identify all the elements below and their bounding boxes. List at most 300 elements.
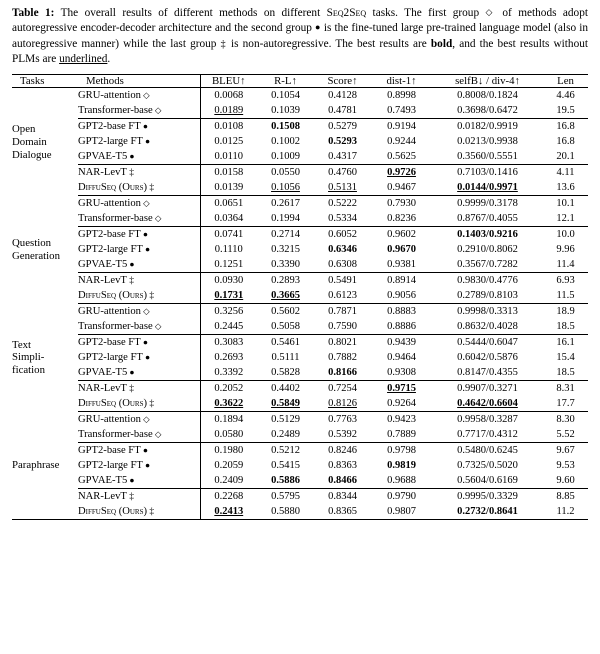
method-name: DiffuSeq (Ours) xyxy=(78,506,148,518)
cell-len: 18.5 xyxy=(543,365,588,381)
method-marker-icon: ● xyxy=(140,445,148,456)
method-marker-icon: ● xyxy=(127,259,135,270)
cell-bleu: 0.2445 xyxy=(200,319,257,335)
cell-score: 0.5222 xyxy=(328,198,357,210)
cell-rl: 0.1009 xyxy=(257,149,314,165)
cell-selfb: 0.5480/0.6245 xyxy=(457,445,518,457)
cell-len: 12.1 xyxy=(543,211,588,227)
cell-dist: 0.9308 xyxy=(371,365,432,381)
table-row xyxy=(12,103,588,119)
cell-bleu: 0.0930 xyxy=(200,273,257,289)
cell-len: 6.93 xyxy=(556,275,575,287)
table-row xyxy=(12,427,588,443)
method-name: GPT2-base FT xyxy=(78,229,141,241)
cell-bleu: 0.0108 xyxy=(200,119,257,135)
cell-bleu: 0.2693 xyxy=(200,350,257,365)
cell-score: 0.8466 xyxy=(314,473,371,489)
col-header-len: Len xyxy=(543,75,588,88)
cell-rl: 0.1002 xyxy=(271,136,300,148)
method-label xyxy=(78,134,200,149)
cell-len: 9.53 xyxy=(556,460,575,472)
cell-dist: 0.8998 xyxy=(387,90,416,102)
cell-dist: 0.9264 xyxy=(371,396,432,412)
cell-score: 0.4317 xyxy=(314,149,371,165)
cell-score: 0.8344 xyxy=(328,491,357,503)
cell-selfb: 0.8632/0.4028 xyxy=(432,319,543,335)
caption-text: The overall results of different methods on different Seq2Seq tasks. The first group ◇ of methods adopt autoregressive encoder-decoder architecture and the second group ● is the fine-tuned large pre-trained language model (also in autoregressive manner) while the last group ‡ is non-autoregressive. The best results are bold, and the best results without PLMs are underlined. xyxy=(12,7,589,66)
table-caption xyxy=(12,6,588,67)
cell-selfb: 0.4642/0.6604 xyxy=(432,396,543,412)
cell-bleu: 0.0189 xyxy=(200,103,257,119)
cell-selfb: 0.3560/0.5551 xyxy=(432,149,543,165)
cell-selfb: 0.9998/0.3313 xyxy=(457,306,518,318)
cell-rl: 0.0550 xyxy=(271,167,300,179)
task-label-line: Simpli- xyxy=(12,351,45,364)
table-row xyxy=(12,396,588,412)
cell-rl: 0.5602 xyxy=(271,306,300,318)
cell-bleu: 0.0741 xyxy=(200,227,257,243)
method-marker-icon: ‡ xyxy=(147,183,155,194)
method-label xyxy=(78,273,200,289)
method-label xyxy=(78,211,200,227)
cell-rl: 0.2489 xyxy=(257,427,314,443)
cell-bleu: 0.3256 xyxy=(200,304,257,320)
cell-selfb: 0.8008/0.1824 xyxy=(457,90,518,102)
method-name: GPT2-large FT xyxy=(78,352,143,364)
cell-dist: 0.9381 xyxy=(371,257,432,273)
method-label xyxy=(78,381,200,397)
cell-score: 0.6052 xyxy=(328,229,357,241)
cell-bleu: 0.3392 xyxy=(200,365,257,381)
cell-dist: 0.7889 xyxy=(371,427,432,443)
cell-rl: 0.5795 xyxy=(271,491,300,503)
cell-dist: 0.8236 xyxy=(371,211,432,227)
method-marker-icon: ‡ xyxy=(147,399,155,410)
method-marker-icon: ‡ xyxy=(147,507,155,518)
cell-dist: 0.9467 xyxy=(371,180,432,196)
method-marker-icon: ‡ xyxy=(126,168,134,179)
cell-bleu: 0.0158 xyxy=(200,165,257,181)
table-row xyxy=(12,165,588,181)
method-marker-icon: ● xyxy=(142,136,151,147)
cell-score: 0.8363 xyxy=(328,460,357,472)
cell-len: 10.1 xyxy=(556,198,575,210)
cell-score: 0.8126 xyxy=(314,396,371,412)
cell-len: 18.9 xyxy=(556,306,575,318)
table-row xyxy=(12,504,588,520)
table-row xyxy=(12,149,588,165)
method-label xyxy=(78,319,200,335)
task-label xyxy=(12,196,78,304)
method-marker-icon: ◇ xyxy=(140,414,150,425)
cell-score: 0.7254 xyxy=(328,383,357,395)
method-name: GPVAE-T5 xyxy=(78,475,128,487)
cell-dist: 0.9056 xyxy=(371,288,432,304)
table-row xyxy=(12,180,588,196)
cell-selfb: 0.0182/0.9919 xyxy=(457,121,518,133)
cell-selfb: 0.2789/0.8103 xyxy=(432,288,543,304)
method-name: NAR-LevT xyxy=(78,167,127,179)
cell-selfb: 0.3698/0.6472 xyxy=(432,103,543,119)
cell-dist: 0.8914 xyxy=(387,275,416,287)
cell-dist: 0.5625 xyxy=(371,149,432,165)
method-label xyxy=(78,149,200,165)
table-row xyxy=(12,119,588,135)
method-marker-icon: ● xyxy=(142,460,151,471)
table-row xyxy=(12,335,588,351)
method-name: GPVAE-T5 xyxy=(78,367,128,379)
cell-bleu: 0.3622 xyxy=(200,396,257,412)
cell-score: 0.7763 xyxy=(328,414,357,426)
method-marker-icon: ● xyxy=(127,367,135,378)
cell-rl: 0.5415 xyxy=(271,460,300,472)
cell-dist: 0.9423 xyxy=(387,414,416,426)
method-marker-icon: ‡ xyxy=(126,492,134,503)
method-label xyxy=(78,242,200,257)
cell-score: 0.5392 xyxy=(314,427,371,443)
cell-len: 19.5 xyxy=(543,103,588,119)
method-marker-icon: ‡ xyxy=(126,276,134,287)
method-name: GRU-attention xyxy=(78,306,141,318)
table-row xyxy=(12,211,588,227)
cell-len: 13.6 xyxy=(543,180,588,196)
method-marker-icon: ◇ xyxy=(152,105,162,116)
method-label xyxy=(78,88,200,104)
method-label xyxy=(78,335,200,351)
table-row xyxy=(12,88,588,104)
cell-selfb: 0.3567/0.7282 xyxy=(432,257,543,273)
cell-selfb: 0.5444/0.6047 xyxy=(457,337,518,349)
cell-dist: 0.9819 xyxy=(387,460,416,472)
table-row xyxy=(12,489,588,505)
col-header-dist1: dist-1↑ xyxy=(371,75,432,88)
task-label-line: fication xyxy=(12,364,45,377)
cell-dist: 0.7493 xyxy=(371,103,432,119)
col-header-rl: R-L↑ xyxy=(257,75,314,88)
cell-score: 0.7871 xyxy=(328,306,357,318)
cell-dist: 0.9688 xyxy=(371,473,432,489)
cell-score: 0.8246 xyxy=(328,445,357,457)
method-marker-icon: ● xyxy=(127,151,135,162)
cell-dist: 0.9726 xyxy=(387,167,416,179)
cell-selfb: 0.7103/0.1416 xyxy=(457,167,518,179)
table-row xyxy=(12,458,588,473)
cell-rl: 0.5111 xyxy=(271,352,300,364)
cell-len: 11.4 xyxy=(543,257,588,273)
method-name: GPT2-large FT xyxy=(78,460,143,472)
table-row xyxy=(12,288,588,304)
cell-rl: 0.5828 xyxy=(257,365,314,381)
cell-dist: 0.9244 xyxy=(387,136,416,148)
method-label xyxy=(78,412,200,428)
method-name: NAR-LevT xyxy=(78,383,127,395)
cell-len: 8.85 xyxy=(556,491,575,503)
cell-len: 16.1 xyxy=(556,337,575,349)
cell-rl: 0.2617 xyxy=(271,198,300,210)
col-header-tasks: Tasks xyxy=(12,75,78,88)
cell-dist: 0.9602 xyxy=(387,229,416,241)
cell-score: 0.5131 xyxy=(314,180,371,196)
cell-bleu: 0.2052 xyxy=(200,381,257,397)
method-marker-icon: ◇ xyxy=(140,90,150,101)
method-marker-icon: ◇ xyxy=(152,321,162,332)
table-row xyxy=(12,350,588,365)
cell-dist: 0.9194 xyxy=(387,121,416,133)
cell-selfb: 0.9999/0.3178 xyxy=(457,198,518,210)
method-label xyxy=(78,227,200,243)
method-marker-icon: ● xyxy=(142,352,151,363)
cell-selfb: 0.7717/0.4312 xyxy=(432,427,543,443)
cell-score: 0.5491 xyxy=(328,275,357,287)
cell-bleu: 0.1110 xyxy=(200,242,257,257)
cell-rl: 0.2714 xyxy=(271,229,300,241)
table-header-row xyxy=(12,75,588,88)
cell-selfb: 0.2910/0.8062 xyxy=(457,244,518,256)
cell-selfb: 0.8767/0.4055 xyxy=(432,211,543,227)
cell-rl: 0.5461 xyxy=(271,337,300,349)
cell-dist: 0.8883 xyxy=(387,306,416,318)
cell-rl: 0.3390 xyxy=(257,257,314,273)
method-name: DiffuSeq (Ours) xyxy=(78,398,148,410)
method-name: Transformer-base xyxy=(78,105,153,117)
method-name: Transformer-base xyxy=(78,321,153,333)
cell-bleu: 0.1251 xyxy=(200,257,257,273)
table-row xyxy=(12,443,588,459)
cell-bleu: 0.0364 xyxy=(200,211,257,227)
cell-dist: 0.8886 xyxy=(371,319,432,335)
method-name: GPT2-base FT xyxy=(78,121,141,133)
table-row xyxy=(12,365,588,381)
col-header-methods: Methods xyxy=(78,75,200,88)
task-label-line: Domain xyxy=(12,135,47,148)
method-marker-icon: ◇ xyxy=(152,213,162,224)
task-label-line: Open xyxy=(12,122,36,135)
method-label xyxy=(78,443,200,459)
results-table xyxy=(12,74,588,520)
cell-rl: 0.1994 xyxy=(257,211,314,227)
method-name: Transformer-base xyxy=(78,213,153,225)
table-row xyxy=(12,196,588,212)
task-label-line: Question xyxy=(12,236,51,249)
cell-rl: 0.3665 xyxy=(257,288,314,304)
cell-selfb: 0.8147/0.4355 xyxy=(432,365,543,381)
cell-score: 0.6346 xyxy=(328,244,357,256)
method-name: GPT2-base FT xyxy=(78,445,141,457)
task-label-line: Generation xyxy=(12,249,60,262)
method-name: DiffuSeq (Ours) xyxy=(78,290,148,302)
cell-dist: 0.9807 xyxy=(371,504,432,520)
method-marker-icon: ‡ xyxy=(147,291,155,302)
cell-score: 0.4781 xyxy=(314,103,371,119)
table-row xyxy=(12,473,588,489)
method-name: Transformer-base xyxy=(78,429,153,441)
method-name: NAR-LevT xyxy=(78,491,127,503)
cell-len: 17.7 xyxy=(543,396,588,412)
method-marker-icon: ◇ xyxy=(140,306,150,317)
cell-rl: 0.1508 xyxy=(271,121,300,133)
cell-rl: 0.5058 xyxy=(257,319,314,335)
cell-rl: 0.5212 xyxy=(271,445,300,457)
cell-selfb: 0.9907/0.3271 xyxy=(457,383,518,395)
cell-bleu: 0.0580 xyxy=(200,427,257,443)
cell-len: 16.8 xyxy=(556,121,575,133)
method-label xyxy=(78,458,200,473)
cell-bleu: 0.2059 xyxy=(200,458,257,473)
cell-len: 10.0 xyxy=(556,229,575,241)
cell-score: 0.7882 xyxy=(328,352,357,364)
cell-selfb: 0.5604/0.6169 xyxy=(432,473,543,489)
method-label xyxy=(78,427,200,443)
cell-bleu: 0.0110 xyxy=(200,149,257,165)
cell-bleu: 0.0068 xyxy=(200,88,257,104)
task-label-line: Paraphrase xyxy=(12,459,60,472)
cell-rl: 0.1039 xyxy=(257,103,314,119)
cell-rl: 0.5880 xyxy=(257,504,314,520)
cell-len: 11.2 xyxy=(543,504,588,520)
method-name: DiffuSeq (Ours) xyxy=(78,182,148,194)
method-label xyxy=(78,196,200,212)
method-name: NAR-LevT xyxy=(78,275,127,287)
cell-len: 5.52 xyxy=(543,427,588,443)
method-name: GPT2-large FT xyxy=(78,136,143,148)
method-label xyxy=(78,180,200,196)
cell-dist: 0.9670 xyxy=(387,244,416,256)
table-row xyxy=(12,242,588,257)
method-marker-icon: ● xyxy=(142,244,151,255)
method-label xyxy=(78,304,200,320)
cell-bleu: 0.0651 xyxy=(200,196,257,212)
cell-dist: 0.9798 xyxy=(387,445,416,457)
method-label xyxy=(78,103,200,119)
cell-bleu: 0.3083 xyxy=(200,335,257,351)
method-label xyxy=(78,365,200,381)
method-label xyxy=(78,119,200,135)
cell-dist: 0.9439 xyxy=(387,337,416,349)
table-row xyxy=(12,273,588,289)
table-row xyxy=(12,257,588,273)
method-marker-icon: ● xyxy=(127,475,135,486)
cell-score: 0.6123 xyxy=(314,288,371,304)
cell-len: 9.96 xyxy=(556,244,575,256)
cell-bleu: 0.0125 xyxy=(200,134,257,149)
cell-selfb: 0.9830/0.4776 xyxy=(457,275,518,287)
col-header-bleu: BLEU↑ xyxy=(200,75,257,88)
cell-dist: 0.9464 xyxy=(387,352,416,364)
cell-score: 0.7590 xyxy=(314,319,371,335)
method-marker-icon: ‡ xyxy=(126,384,134,395)
col-header-score: Score↑ xyxy=(314,75,371,88)
table-body xyxy=(12,88,588,520)
cell-score: 0.5279 xyxy=(328,121,357,133)
cell-score: 0.8021 xyxy=(328,337,357,349)
col-header-selfb-div4: selfB↓ / div-4↑ xyxy=(432,75,543,88)
task-label xyxy=(12,304,78,412)
method-name: GPT2-large FT xyxy=(78,244,143,256)
cell-selfb: 0.9995/0.3329 xyxy=(457,491,518,503)
method-marker-icon: ● xyxy=(140,337,148,348)
table-row xyxy=(12,227,588,243)
cell-selfb: 0.6042/0.5876 xyxy=(457,352,518,364)
cell-rl: 0.1056 xyxy=(257,180,314,196)
cell-len: 20.1 xyxy=(543,149,588,165)
cell-score: 0.5334 xyxy=(314,211,371,227)
cell-rl: 0.5886 xyxy=(257,473,314,489)
method-name: GPT2-base FT xyxy=(78,337,141,349)
cell-dist: 0.9790 xyxy=(387,491,416,503)
cell-score: 0.8166 xyxy=(314,365,371,381)
method-name: GPVAE-T5 xyxy=(78,259,128,271)
cell-bleu: 0.1894 xyxy=(200,412,257,428)
task-label-line: Text xyxy=(12,338,32,351)
method-name: GRU-attention xyxy=(78,198,141,210)
cell-len: 4.46 xyxy=(556,90,575,102)
table-row xyxy=(12,304,588,320)
method-label xyxy=(78,257,200,273)
method-label xyxy=(78,288,200,304)
method-label xyxy=(78,396,200,412)
cell-len: 9.60 xyxy=(543,473,588,489)
caption-label: Table 1: xyxy=(12,7,55,19)
method-label xyxy=(78,350,200,365)
cell-bleu: 0.2268 xyxy=(200,489,257,505)
task-label xyxy=(12,88,78,196)
cell-bleu: 0.1731 xyxy=(200,288,257,304)
cell-score: 0.5293 xyxy=(328,136,357,148)
table-row xyxy=(12,412,588,428)
cell-len: 15.4 xyxy=(556,352,575,364)
cell-rl: 0.5849 xyxy=(257,396,314,412)
method-marker-icon: ◇ xyxy=(152,429,162,440)
cell-rl: 0.3215 xyxy=(271,244,300,256)
cell-selfb: 0.0213/0.9938 xyxy=(457,136,518,148)
cell-len: 8.31 xyxy=(556,383,575,395)
cell-selfb: 0.0144/0.9971 xyxy=(432,180,543,196)
method-label xyxy=(78,504,200,520)
method-marker-icon: ◇ xyxy=(140,198,150,209)
cell-selfb: 0.1403/0.9216 xyxy=(457,229,518,241)
table-row xyxy=(12,319,588,335)
method-name: GRU-attention xyxy=(78,90,141,102)
cell-dist: 0.7930 xyxy=(387,198,416,210)
cell-bleu: 0.2413 xyxy=(200,504,257,520)
cell-len: 8.30 xyxy=(556,414,575,426)
cell-rl: 0.2893 xyxy=(271,275,300,287)
cell-score: 0.6308 xyxy=(314,257,371,273)
table-row xyxy=(12,134,588,149)
cell-len: 18.5 xyxy=(543,319,588,335)
cell-score: 0.8365 xyxy=(314,504,371,520)
cell-selfb: 0.9958/0.3287 xyxy=(457,414,518,426)
cell-len: 11.5 xyxy=(543,288,588,304)
cell-rl: 0.5129 xyxy=(271,414,300,426)
method-label xyxy=(78,489,200,505)
cell-rl: 0.1054 xyxy=(271,90,300,102)
method-marker-icon: ● xyxy=(140,121,148,132)
method-label xyxy=(78,473,200,489)
cell-score: 0.4760 xyxy=(328,167,357,179)
method-name: GRU-attention xyxy=(78,414,141,426)
cell-selfb: 0.7325/0.5020 xyxy=(457,460,518,472)
cell-dist: 0.9715 xyxy=(387,383,416,395)
cell-bleu: 0.2409 xyxy=(200,473,257,489)
cell-rl: 0.4402 xyxy=(271,383,300,395)
cell-len: 4.11 xyxy=(556,167,575,179)
cell-len: 9.67 xyxy=(556,445,575,457)
cell-len: 16.8 xyxy=(556,136,575,148)
cell-bleu: 0.1980 xyxy=(200,443,257,459)
method-name: GPVAE-T5 xyxy=(78,151,128,163)
cell-score: 0.4128 xyxy=(328,90,357,102)
